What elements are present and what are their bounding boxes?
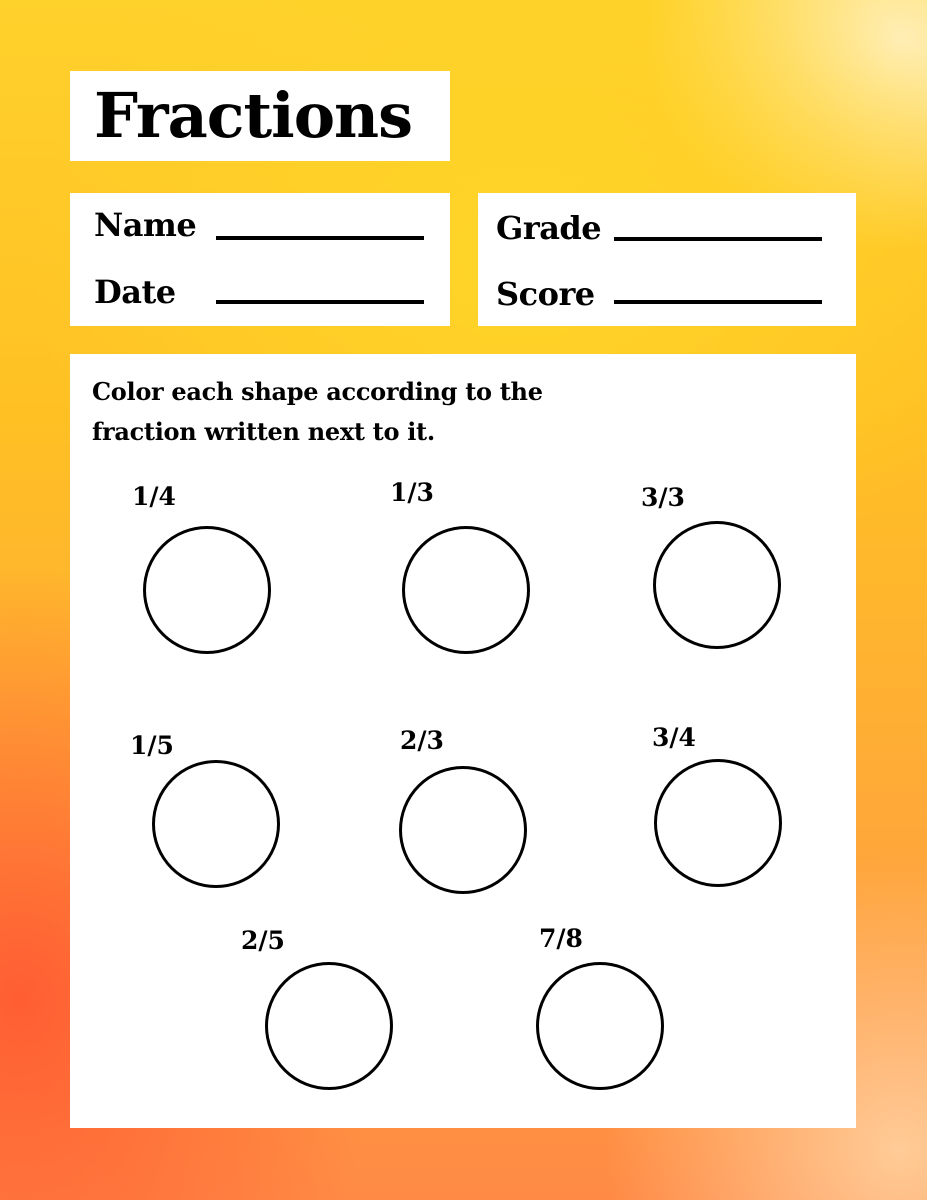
fraction-circle[interactable] bbox=[402, 526, 530, 654]
grade-label: Grade bbox=[496, 209, 602, 247]
date-label: Date bbox=[94, 273, 176, 311]
fraction-circle[interactable] bbox=[143, 526, 271, 654]
name-label: Name bbox=[94, 206, 197, 244]
fraction-label: 1/4 bbox=[132, 482, 176, 511]
date-line[interactable] bbox=[216, 300, 424, 304]
fraction-circle[interactable] bbox=[265, 962, 393, 1090]
name-date-panel bbox=[70, 193, 450, 326]
fraction-label: 3/4 bbox=[652, 723, 696, 752]
fraction-circle[interactable] bbox=[536, 962, 664, 1090]
fraction-label: 3/3 bbox=[641, 483, 685, 512]
fraction-label: 7/8 bbox=[539, 924, 583, 953]
fraction-label: 2/5 bbox=[241, 926, 285, 955]
title-panel bbox=[70, 71, 450, 161]
fraction-circle[interactable] bbox=[399, 766, 527, 894]
fraction-circle[interactable] bbox=[653, 521, 781, 649]
fraction-circle[interactable] bbox=[152, 760, 280, 888]
fraction-circle[interactable] bbox=[654, 759, 782, 887]
worksheet-title: Fractions bbox=[94, 79, 413, 152]
fraction-label: 2/3 bbox=[400, 726, 444, 755]
score-label: Score bbox=[496, 275, 595, 313]
name-line[interactable] bbox=[216, 236, 424, 240]
fraction-label: 1/5 bbox=[130, 731, 174, 760]
grade-line[interactable] bbox=[614, 237, 822, 241]
score-line[interactable] bbox=[614, 300, 822, 304]
instructions-text: Color each shape according to the fraction written next to it. bbox=[92, 377, 543, 446]
grade-score-panel bbox=[478, 193, 856, 326]
fraction-label: 1/3 bbox=[390, 478, 434, 507]
activity-panel bbox=[70, 354, 856, 1128]
